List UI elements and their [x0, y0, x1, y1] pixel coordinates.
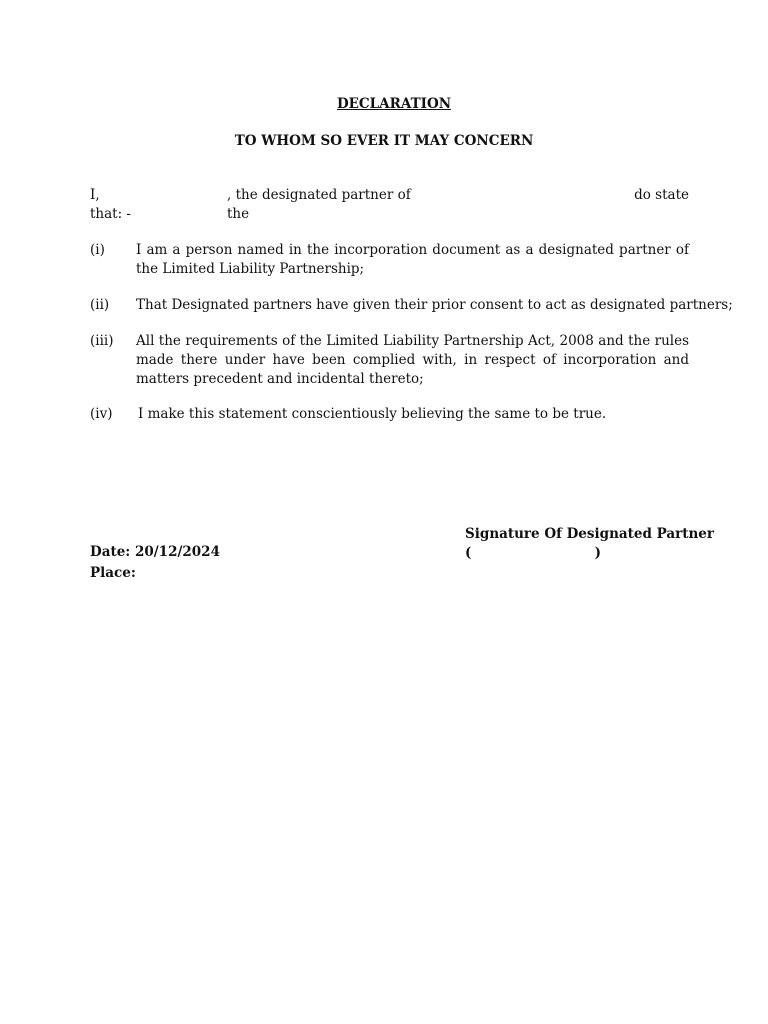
declaration-point-1: [90, 241, 689, 279]
signature-name-placeholder: [465, 544, 601, 562]
point-number: (iii): [90, 333, 114, 349]
point-text: I am a person named in the incorporation document as a designated partner of the Limited Liability Partnership;: [136, 242, 689, 277]
point-number: (iv): [90, 406, 113, 422]
signature-close-paren: ): [594, 545, 601, 561]
declaration-point-2: [90, 296, 733, 315]
date-line: Date: 20/12/2024: [90, 544, 220, 560]
intro-prefix: I,: [90, 187, 100, 203]
point-text: That Designated partners have given their prior consent to act as designated partners;: [136, 297, 733, 313]
intro-continuation: that: -: [90, 206, 131, 222]
signature-open-paren: (: [465, 545, 472, 561]
point-number: (ii): [90, 297, 110, 313]
intro-suffix: do state: [634, 187, 689, 203]
place-line: Place:: [90, 565, 136, 581]
point-text: I make this statement conscientiously believing the same to be true.: [138, 406, 607, 422]
document-title: DECLARATION: [336, 96, 452, 112]
document-subtitle: TO WHOM SO EVER IT MAY CONCERN: [234, 133, 534, 149]
point-text: All the requirements of the Limited Liability Partnership Act, 2008 and the rules made there under have been complied with, in respect of incorporation and matters precedent and incidental thereto;: [136, 333, 689, 387]
intro-middle: , the designated partner of the: [227, 187, 411, 222]
declaration-point-4: [90, 405, 689, 424]
declaration-point-3: [90, 332, 689, 389]
intro-paragraph: [90, 186, 689, 224]
point-number: (i): [90, 242, 105, 258]
signature-title: Signature Of Designated Partner: [465, 526, 714, 542]
